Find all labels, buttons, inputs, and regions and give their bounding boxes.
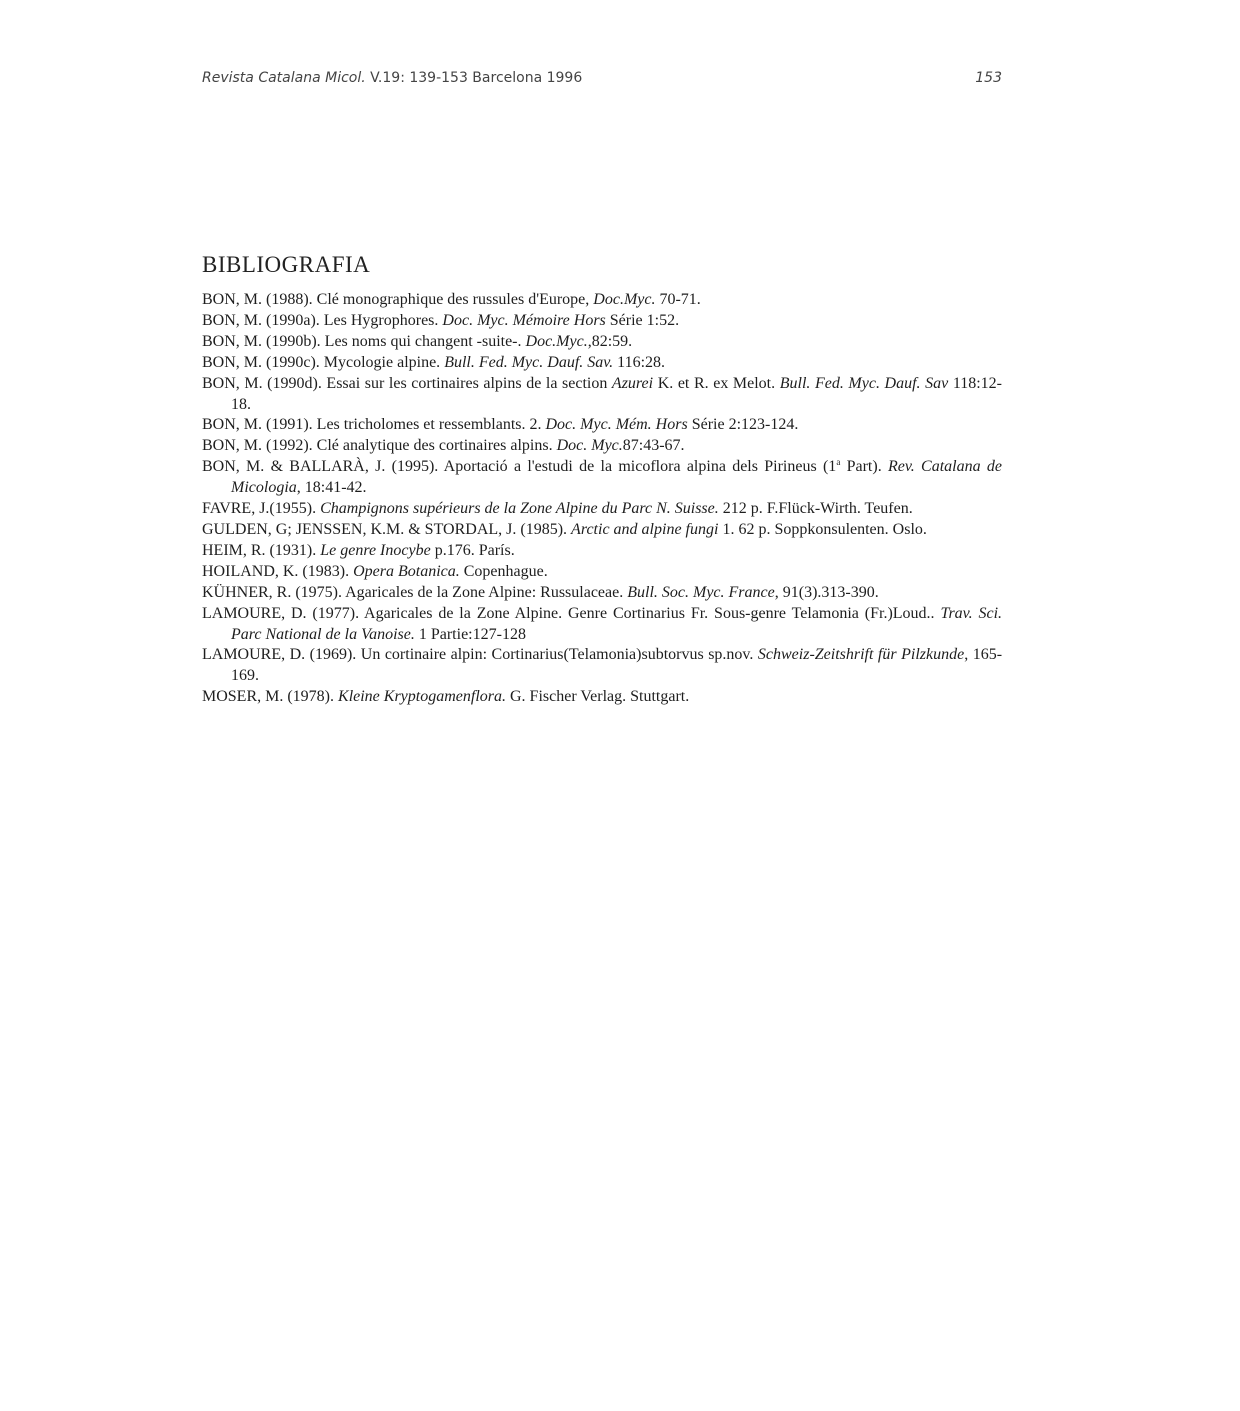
italic-title-text: Rev. Catalana de Micologia [231, 458, 1002, 497]
italic-title-text: Trav. Sci. Parc National de la Vanoise. [231, 604, 1003, 643]
reference-text: KÜHNER, R. (1975). Agaricales de la Zone Alpine: Russulaceae. [202, 583, 628, 601]
running-head [202, 70, 1002, 92]
italic-title-text: Bull. Soc. Myc. France [627, 583, 775, 601]
reference-text: 87:43-67. [622, 437, 685, 455]
reference-entry [202, 436, 1002, 457]
reference-text: BON, M. (1991). Les tricholomes et ressemblants. 2. [202, 416, 546, 434]
italic-title-text: Champignons supérieurs de la Zone Alpine du Parc N. Suisse. [320, 500, 719, 518]
italic-title-text: Le genre Inocybe [320, 541, 431, 559]
reference-text: ,82:59. [587, 332, 633, 350]
reference-text: LAMOURE, D. (1969). Un cortinaire alpin: Cortinarius(Telamonia)subtorvus sp.nov. [202, 646, 758, 664]
italic-title-text: Doc. Myc. [556, 437, 623, 455]
journal-name: Revista Catalana Micol. [202, 70, 366, 86]
reference-entry [202, 353, 1002, 374]
reference-text: Série 1:52. [605, 311, 680, 329]
reference-text: BON, M. (1990d). Essai sur les cortinaires alpins de la section [202, 374, 612, 392]
journal-details: V.19: 139-153 Barcelona 1996 [370, 70, 583, 86]
page-number: 153 [975, 70, 1002, 86]
italic-title-text: Doc. Myc. Mém. Hors [545, 416, 688, 434]
italic-title-text: Opera Botanica. [353, 562, 460, 580]
reference-text: 118:12-18. [231, 374, 1002, 413]
reference-text: HEIM, R. (1931). [202, 541, 321, 559]
reference-entry [202, 332, 1002, 353]
reference-text: 1. 62 p. Soppkonsulenten. Oslo. [718, 520, 927, 538]
italic-title-text: Kleine Kryptogamenflora. [338, 688, 506, 706]
reference-entry [202, 311, 1002, 332]
italic-title-text: Bull. Fed. Myc. Dauf. Sav. [444, 353, 614, 371]
reference-text: BON, M. & BALLARÀ, J. (1995). Aportació a l'estudi de la micoflora alpina dels Pirineus (1 [202, 458, 837, 476]
reference-text: BON, M. (1992). Clé analytique des cortinaires alpins. [202, 437, 557, 455]
reference-text: BON, M. (1990c). Mycologie alpine. [202, 353, 445, 371]
reference-entry [202, 290, 1002, 311]
reference-text: HOILAND, K. (1983). [202, 562, 354, 580]
reference-text: BON, M. (1990b). Les noms qui changent -suite-. [202, 332, 526, 350]
reference-entry [202, 499, 1002, 520]
reference-text: BON, M. (1990a). Les Hygrophores. [202, 311, 443, 329]
reference-text: MOSER, M. (1978). [202, 688, 339, 706]
reference-text: 212 p. F.Flück-Wirth. Teufen. [718, 500, 913, 518]
journal-citation [202, 70, 582, 86]
reference-text: FAVRE, J.(1955). [202, 500, 321, 518]
reference-text: BON, M. (1988). Clé monographique des russules d'Europe, [202, 291, 594, 308]
italic-title-text: Bull. Fed. Myc. Dauf. Sav [779, 374, 949, 392]
reference-text: G. Fischer Verlag. Stuttgart. [506, 688, 690, 706]
reference-entry [202, 645, 1002, 687]
reference-entry [202, 562, 1002, 583]
reference-text: K. et R. ex Melot. [653, 374, 780, 392]
italic-title-text: Doc. Myc. Mémoire Hors [442, 311, 606, 329]
reference-text: , 91(3).313-390. [774, 583, 879, 601]
reference-text: , 18:41-42. [296, 479, 367, 497]
reference-entry [202, 374, 1002, 416]
italic-title-text: Doc.Myc. [525, 332, 588, 350]
reference-text: Série 2:123-124. [687, 416, 799, 434]
reference-entry [202, 583, 1002, 604]
reference-text: p.176. París. [430, 541, 515, 559]
section-title: BIBLIOGRAFIA [202, 252, 371, 277]
reference-text: 116:28. [613, 353, 666, 371]
italic-title-text: Arctic and alpine fungi [571, 520, 719, 538]
superscript-text: a [836, 457, 841, 468]
reference-list [202, 290, 1002, 708]
reference-text: 70-71. [655, 291, 701, 308]
italic-title-text: Schweiz-Zeitshrift für Pilzkunde [757, 646, 965, 664]
reference-entry [202, 687, 1002, 708]
italic-title-text: Azurei [611, 374, 654, 392]
reference-text: Part). [840, 458, 888, 476]
reference-text: LAMOURE, D. (1977). Agaricales de la Zone Alpine. Genre Cortinarius Fr. Sous-genre Telamonia (Fr.)Loud.. [202, 604, 941, 622]
italic-title-text: Doc.Myc. [593, 291, 656, 308]
reference-text: 1 Partie:127-128 [414, 625, 526, 643]
reference-text: Copenhague. [459, 562, 548, 580]
reference-text: GULDEN, G; JENSSEN, K.M. & STORDAL, J. (1985). [202, 520, 572, 538]
reference-entry [202, 457, 1002, 499]
reference-text: , 165-169. [231, 646, 1003, 685]
reference-entry [202, 604, 1002, 646]
reference-entry [202, 520, 1002, 541]
reference-entry [202, 541, 1002, 562]
reference-entry [202, 415, 1002, 436]
